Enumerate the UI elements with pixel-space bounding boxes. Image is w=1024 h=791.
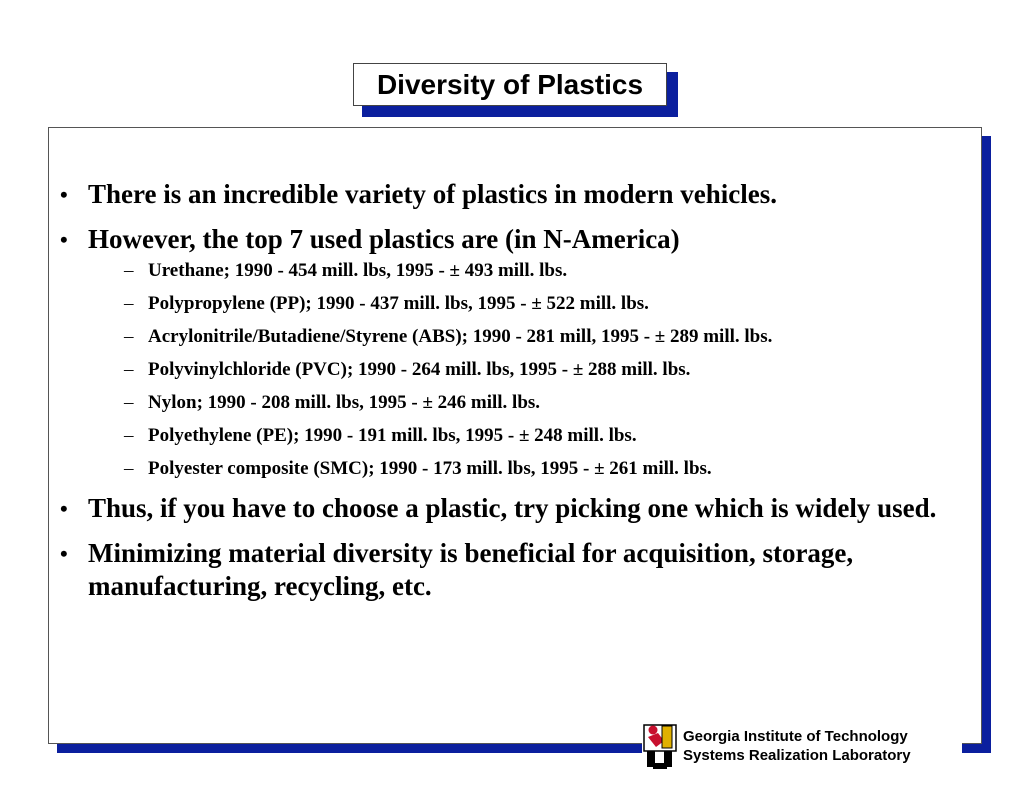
- plastic-text: Polypropylene (PP); 1990 - 437 mill. lbs, 1995 - ± 522 mill. lbs.: [148, 293, 649, 314]
- plastic-item: [108, 293, 938, 315]
- dash-marker: –: [124, 392, 134, 413]
- bullet-list: [58, 178, 938, 615]
- plastic-text: Urethane; 1990 - 454 mill. lbs, 1995 - ± 493 mill. lbs.: [148, 260, 568, 281]
- bullet-item: [58, 492, 938, 525]
- dash-marker: –: [124, 260, 134, 281]
- bullet-marker: •: [60, 496, 68, 521]
- footer: [642, 720, 962, 772]
- bullet-item: [58, 178, 938, 211]
- footer-institute: Georgia Institute of Technology: [683, 728, 908, 745]
- bullet-text: Minimizing material diversity is beneficial for acquisition, storage, manufacturing, recycling, etc.: [88, 538, 854, 601]
- plastic-text: Nylon; 1990 - 208 mill. lbs, 1995 - ± 246 mill. lbs.: [148, 392, 541, 413]
- bullet-text: However, the top 7 used plastics are (in N-America): [88, 224, 680, 254]
- bullet-item: [58, 537, 938, 603]
- bullet-text: Thus, if you have to choose a plastic, try picking one which is widely used.: [88, 493, 937, 523]
- dash-marker: –: [124, 326, 134, 347]
- plastic-item: [108, 392, 938, 414]
- plastic-item: [108, 260, 938, 282]
- bullet-text: There is an incredible variety of plastics in modern vehicles.: [88, 179, 777, 209]
- footer-text: [683, 727, 911, 765]
- slide-title: [353, 63, 667, 106]
- dash-marker: –: [124, 425, 134, 446]
- georgia-tech-logo-icon: [642, 721, 678, 771]
- plastic-item: [108, 458, 938, 480]
- plastic-text: Polyester composite (SMC); 1990 - 173 mill. lbs, 1995 - ± 261 mill. lbs.: [148, 458, 712, 479]
- dash-marker: –: [124, 359, 134, 380]
- bullet-marker: •: [60, 182, 68, 207]
- slide-title-text: Diversity of Plastics: [376, 68, 644, 100]
- plastic-text: Acrylonitrile/Butadiene/Styrene (ABS); 1990 - 281 mill, 1995 - ± 289 mill. lbs.: [148, 326, 773, 347]
- plastics-list: [88, 260, 938, 480]
- dash-marker: –: [124, 458, 134, 479]
- plastic-text: Polyvinylchloride (PVC); 1990 - 264 mill. lbs, 1995 - ± 288 mill. lbs.: [148, 359, 691, 380]
- plastic-item: [108, 326, 938, 348]
- bullet-marker: •: [60, 541, 68, 566]
- dash-marker: –: [124, 293, 134, 314]
- plastic-text: Polyethylene (PE); 1990 - 191 mill. lbs, 1995 - ± 248 mill. lbs.: [148, 425, 637, 446]
- plastic-item: [108, 359, 938, 381]
- footer-lab: Systems Realization Laboratory: [683, 747, 911, 764]
- bullet-marker: •: [60, 227, 68, 252]
- bullet-item: [58, 223, 938, 480]
- plastic-item: [108, 425, 938, 447]
